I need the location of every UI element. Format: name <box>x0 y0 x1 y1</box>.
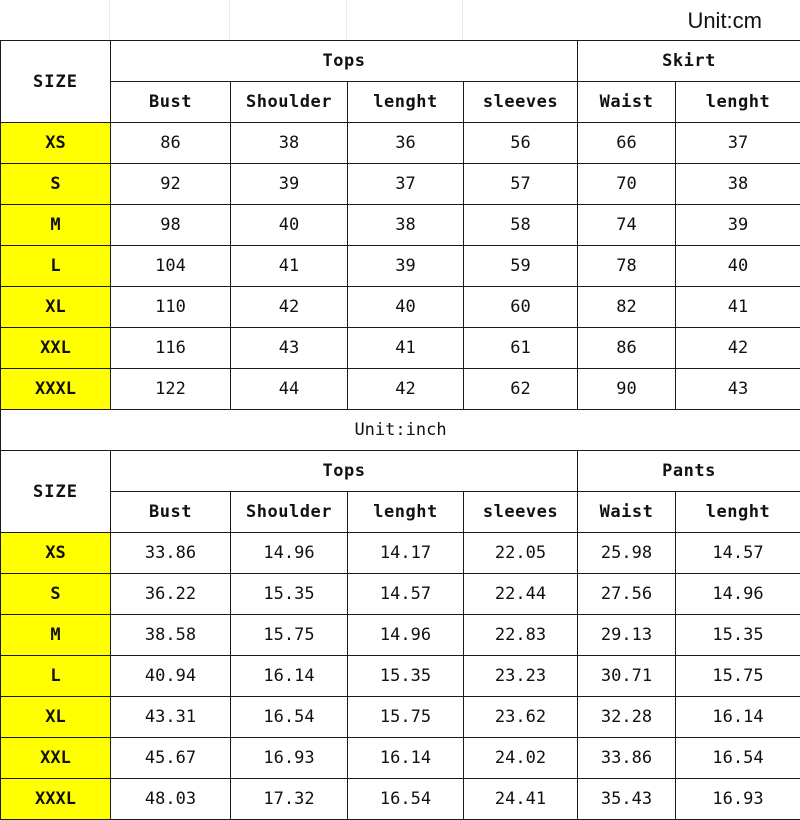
waist-value: 25.98 <box>578 533 676 574</box>
sleeves-value: 23.62 <box>464 697 578 738</box>
cm-tops-header: Tops <box>111 41 578 82</box>
skirt-length-value: 40 <box>676 246 800 287</box>
shoulder-value: 17.32 <box>231 779 348 820</box>
table-row <box>1 205 800 246</box>
tops-length-value: 41 <box>348 328 464 369</box>
table-row <box>1 779 800 820</box>
tops-length-value: 39 <box>348 246 464 287</box>
size-label: XS <box>1 533 111 574</box>
bust-value: 104 <box>111 246 231 287</box>
sleeves-value: 59 <box>464 246 578 287</box>
inch-pants-header: Pants <box>578 451 800 492</box>
bust-value: 43.31 <box>111 697 231 738</box>
sleeves-value: 22.44 <box>464 574 578 615</box>
size-label: XL <box>1 287 111 328</box>
size-label: L <box>1 656 111 697</box>
shoulder-value: 38 <box>231 123 348 164</box>
size-label: XXL <box>1 328 111 369</box>
shoulder-value: 42 <box>231 287 348 328</box>
pants-length-value: 14.57 <box>676 533 800 574</box>
bust-value: 36.22 <box>111 574 231 615</box>
pants-length-value: 15.75 <box>676 656 800 697</box>
waist-value: 33.86 <box>578 738 676 779</box>
ghost-column <box>110 0 230 40</box>
waist-value: 86 <box>578 328 676 369</box>
tops-length-value: 36 <box>348 123 464 164</box>
skirt-length-value: 43 <box>676 369 800 410</box>
table-row <box>1 533 800 574</box>
sleeves-value: 23.23 <box>464 656 578 697</box>
skirt-length-value: 37 <box>676 123 800 164</box>
tops-length-value: 40 <box>348 287 464 328</box>
table-row <box>1 738 800 779</box>
cm-group-header-row <box>1 41 800 82</box>
inch-tops-header: Tops <box>111 451 578 492</box>
bust-value: 110 <box>111 287 231 328</box>
table-row <box>1 328 800 369</box>
inch-col-waist: Waist <box>578 492 676 533</box>
shoulder-value: 15.35 <box>231 574 348 615</box>
bust-value: 122 <box>111 369 231 410</box>
size-label: XS <box>1 123 111 164</box>
sleeves-value: 57 <box>464 164 578 205</box>
shoulder-value: 15.75 <box>231 615 348 656</box>
tops-length-value: 14.57 <box>348 574 464 615</box>
size-label: S <box>1 574 111 615</box>
cm-size-table <box>0 40 800 820</box>
sleeves-value: 60 <box>464 287 578 328</box>
tops-length-value: 16.14 <box>348 738 464 779</box>
size-label: XXL <box>1 738 111 779</box>
shoulder-value: 14.96 <box>231 533 348 574</box>
size-label: S <box>1 164 111 205</box>
cm-skirt-header: Skirt <box>578 41 800 82</box>
table-row <box>1 574 800 615</box>
inch-col-shoulder: Shoulder <box>231 492 348 533</box>
waist-value: 32.28 <box>578 697 676 738</box>
sleeves-value: 24.41 <box>464 779 578 820</box>
cm-unit-label: Unit:cm <box>687 8 762 34</box>
tops-length-value: 15.75 <box>348 697 464 738</box>
waist-value: 78 <box>578 246 676 287</box>
pants-length-value: 16.14 <box>676 697 800 738</box>
pants-length-value: 14.96 <box>676 574 800 615</box>
cm-col-tops-length: lenght <box>348 82 464 123</box>
sleeves-value: 61 <box>464 328 578 369</box>
sleeves-value: 22.83 <box>464 615 578 656</box>
bust-value: 116 <box>111 328 231 369</box>
inch-col-sleeves: sleeves <box>464 492 578 533</box>
sleeves-value: 56 <box>464 123 578 164</box>
shoulder-value: 40 <box>231 205 348 246</box>
bust-value: 48.03 <box>111 779 231 820</box>
tops-length-value: 14.17 <box>348 533 464 574</box>
ghost-column <box>347 0 463 40</box>
shoulder-value: 44 <box>231 369 348 410</box>
table-row <box>1 123 800 164</box>
tops-length-value: 38 <box>348 205 464 246</box>
shoulder-value: 41 <box>231 246 348 287</box>
bust-value: 98 <box>111 205 231 246</box>
sleeves-value: 58 <box>464 205 578 246</box>
table-row <box>1 369 800 410</box>
bust-value: 92 <box>111 164 231 205</box>
table-row <box>1 287 800 328</box>
cm-size-header: SIZE <box>1 41 111 123</box>
sleeves-value: 22.05 <box>464 533 578 574</box>
ghost-column <box>230 0 347 40</box>
table-row <box>1 246 800 287</box>
waist-value: 70 <box>578 164 676 205</box>
inch-col-bust: Bust <box>111 492 231 533</box>
inch-col-pants-length: lenght <box>676 492 800 533</box>
sleeves-value: 62 <box>464 369 578 410</box>
waist-value: 82 <box>578 287 676 328</box>
tops-length-value: 37 <box>348 164 464 205</box>
bust-value: 38.58 <box>111 615 231 656</box>
waist-value: 27.56 <box>578 574 676 615</box>
shoulder-value: 16.14 <box>231 656 348 697</box>
inch-size-header: SIZE <box>1 451 111 533</box>
skirt-length-value: 41 <box>676 287 800 328</box>
cm-col-bust: Bust <box>111 82 231 123</box>
cm-column-header-row <box>1 82 800 123</box>
tops-length-value: 15.35 <box>348 656 464 697</box>
cm-col-sleeves: sleeves <box>464 82 578 123</box>
cm-col-shoulder: Shoulder <box>231 82 348 123</box>
table-row <box>1 656 800 697</box>
waist-value: 35.43 <box>578 779 676 820</box>
size-label: XXXL <box>1 369 111 410</box>
size-label: M <box>1 205 111 246</box>
pants-length-value: 15.35 <box>676 615 800 656</box>
size-label: M <box>1 615 111 656</box>
tops-length-value: 42 <box>348 369 464 410</box>
size-label: XXXL <box>1 779 111 820</box>
size-label: L <box>1 246 111 287</box>
cm-col-skirt-length: lenght <box>676 82 800 123</box>
skirt-length-value: 42 <box>676 328 800 369</box>
shoulder-value: 43 <box>231 328 348 369</box>
waist-value: 29.13 <box>578 615 676 656</box>
waist-value: 66 <box>578 123 676 164</box>
inch-group-header-row <box>1 451 800 492</box>
tops-length-value: 14.96 <box>348 615 464 656</box>
bust-value: 33.86 <box>111 533 231 574</box>
bust-value: 86 <box>111 123 231 164</box>
shoulder-value: 16.93 <box>231 738 348 779</box>
skirt-length-value: 38 <box>676 164 800 205</box>
waist-value: 90 <box>578 369 676 410</box>
sleeves-value: 24.02 <box>464 738 578 779</box>
waist-value: 30.71 <box>578 656 676 697</box>
table-row <box>1 164 800 205</box>
bust-value: 40.94 <box>111 656 231 697</box>
inch-col-tops-length: lenght <box>348 492 464 533</box>
pants-length-value: 16.93 <box>676 779 800 820</box>
cm-col-waist: Waist <box>578 82 676 123</box>
inch-unit-row <box>1 410 800 451</box>
bust-value: 45.67 <box>111 738 231 779</box>
ghost-column <box>0 0 110 40</box>
shoulder-value: 39 <box>231 164 348 205</box>
inch-column-header-row <box>1 492 800 533</box>
table-row <box>1 697 800 738</box>
skirt-length-value: 39 <box>676 205 800 246</box>
pants-length-value: 16.54 <box>676 738 800 779</box>
waist-value: 74 <box>578 205 676 246</box>
top-strip <box>0 0 800 40</box>
table-row <box>1 615 800 656</box>
inch-unit-label: Unit:inch <box>1 410 800 451</box>
shoulder-value: 16.54 <box>231 697 348 738</box>
tops-length-value: 16.54 <box>348 779 464 820</box>
size-label: XL <box>1 697 111 738</box>
